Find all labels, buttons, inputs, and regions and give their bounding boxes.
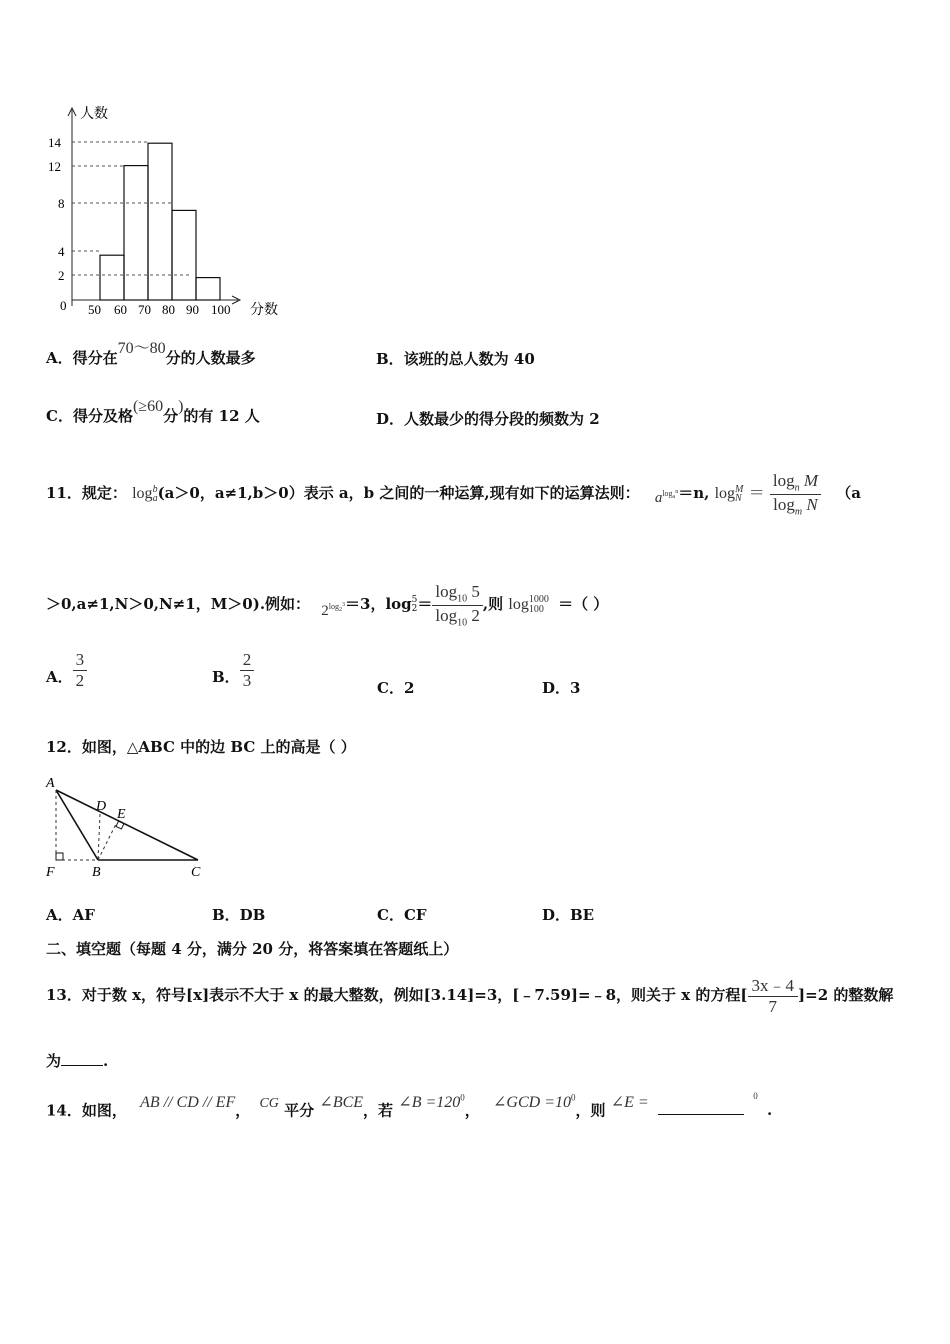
q13-answer-line: 为 . xyxy=(46,1052,109,1070)
right-angle-f xyxy=(56,853,63,860)
x-tick-50: 50 xyxy=(88,302,101,317)
label-f: F xyxy=(46,865,55,880)
q10-option-a: A．得分在70～80分的人数最多 xyxy=(46,340,256,367)
q10-c-math: (≥60 xyxy=(132,398,164,415)
histogram-bar-60-70 xyxy=(124,166,148,300)
y-tick-4: 4 xyxy=(58,244,65,259)
y-tick-2: 2 xyxy=(58,268,65,283)
histogram-bar-90-100 xyxy=(196,278,220,300)
q10-option-b: B．该班的总人数为 40 xyxy=(376,350,535,368)
x-tick-70: 70 xyxy=(138,302,151,317)
label-c: C xyxy=(191,865,201,880)
histogram-bar-80-90 xyxy=(172,210,196,300)
y-tick-8: 8 xyxy=(58,196,65,211)
label-a: A xyxy=(46,776,55,791)
y-axis-label: 人数 xyxy=(80,106,108,122)
q12-option-a: A．AF xyxy=(46,906,95,924)
q12-stem: 12．如图，△ABC 中的边 BC 上的高是（ ） xyxy=(46,738,356,756)
q14-stem: 14．如图， AB // CD // EF， CG 平分 ∠BCE，若 ∠B $=120^0$， ∠GCD $=10^0$，则 ∠E = $^0$ . xyxy=(46,1091,773,1120)
q10-option-d: D．人数最少的得分段的频数为 2 xyxy=(376,410,600,428)
q13-fraction: $\frac{3x﹣4}{7}$ xyxy=(748,976,799,1016)
section-heading: 二、填空题（每题 4 分，满分 20 分，将答案填在答题纸上） xyxy=(46,940,459,958)
y-tick-12: 12 xyxy=(48,159,61,174)
q12-option-c: C．CF xyxy=(377,906,427,924)
q10-a-math: 70～80 xyxy=(117,340,166,357)
y-tick-14: 14 xyxy=(48,135,61,150)
q10-option-c: C．得分及格(≥60分)的有 12 人 xyxy=(46,398,260,425)
histogram-bar-50-60 xyxy=(100,255,124,300)
q11-option-d: D．3 xyxy=(542,679,581,697)
x-tick-80: 80 xyxy=(162,302,175,317)
triangle-figure xyxy=(40,770,220,885)
q11-stem-line2: ＞0,a≠1,N＞0,N≠1，M＞0).例如： $2^{log_2^3}=3$，log 5 2 ＝ $\frac{\log_{10} 5}{\log_{10} 2}$ ,则 log 1000 100 ＝（ ） xyxy=(46,581,609,628)
q11-option-b: B． $\frac{2}{3}$ xyxy=(212,650,254,690)
q13-answer-blank[interactable] xyxy=(61,1051,103,1066)
label-e: E xyxy=(117,807,126,822)
histogram-bar-70-80 xyxy=(148,143,172,300)
q14-answer-blank[interactable] xyxy=(658,1100,744,1115)
histogram-bars xyxy=(100,143,220,300)
q11-stem-line1: 11．规定： log b a (a＞0，a≠1,b＞0）表示 a，b 之间的一种运算,现有如下的运算法则： $a^{log_a^n}=n$, log M N ＝ $\frac{\log_n M}{\log_m N}$ （a xyxy=(46,470,861,517)
histogram-chart xyxy=(30,100,320,330)
segment-db xyxy=(98,814,100,860)
y-tick-0: 0 xyxy=(60,298,67,313)
q12-option-d: D．BE xyxy=(542,906,595,924)
segment-be xyxy=(98,824,116,860)
label-b: B xyxy=(92,865,101,880)
x-axis-label: 分数 xyxy=(250,302,278,318)
x-tick-90: 90 xyxy=(186,302,199,317)
x-tick-60: 60 xyxy=(114,302,127,317)
q11-example-fraction: $\frac{\log_{10} 5}{\log_{10} 2}$ xyxy=(432,582,482,629)
label-d: D xyxy=(96,799,107,814)
q11-option-c: C．2 xyxy=(377,679,415,697)
x-tick-100: 100 xyxy=(211,302,231,317)
q11-rule-fraction: $\frac{\log_n M}{\log_m N}$ xyxy=(770,471,821,518)
q13-stem: 13．对于数 x，符号[x]表示不大于 x 的最大整数，例如[3.14]=3，[﹣7.59]=﹣8，则关于 x 的方程[ $\frac{3x﹣4}{7}$ ]=2 的整数解 xyxy=(46,975,894,1016)
q11-option-a: A． $\frac{3}{2}$ xyxy=(46,650,87,690)
q12-option-b: B．DB xyxy=(212,906,266,924)
